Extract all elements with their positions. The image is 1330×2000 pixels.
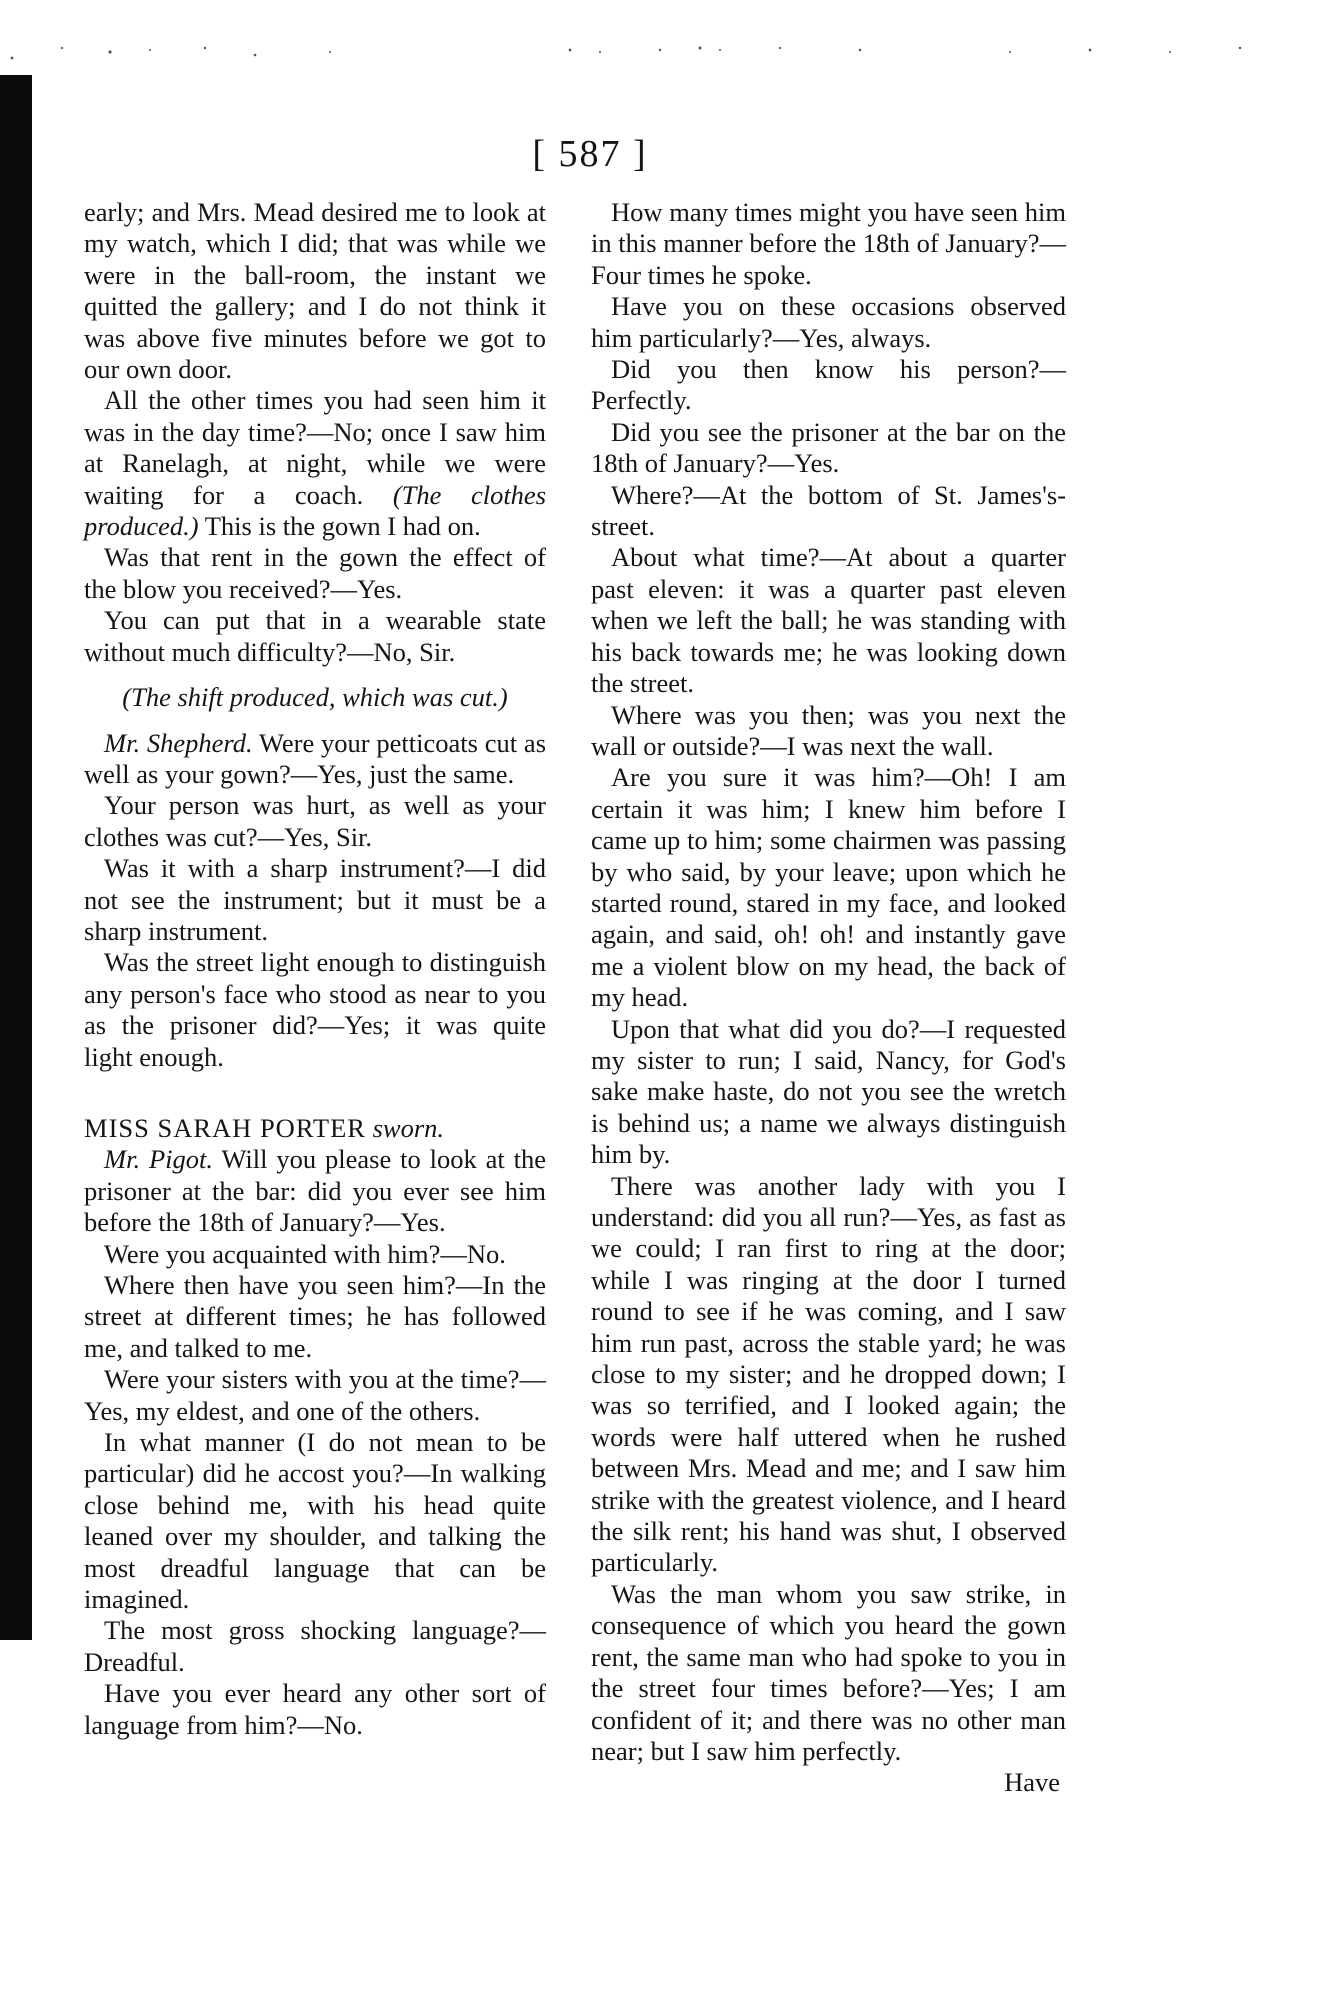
paragraph bbox=[591, 1171, 1066, 1579]
text-run: Where?—At the bottom of St. James's-street. bbox=[591, 479, 1066, 542]
text-run: early; and Mrs. Mead desired me to look at my watch, which I did; that was while we were in the ball-room, the instant we quitted the gallery; and I do not think it was above five minutes before we got to our own door. bbox=[84, 197, 546, 385]
text-run: Your person was hurt, as well as your clothes was cut?—Yes, Sir. bbox=[84, 790, 546, 852]
paragraph bbox=[84, 385, 546, 542]
paragraph bbox=[84, 947, 546, 1073]
text-run: Was the man whom you saw strike, in consequence of which you heard the gown rent, the same man who had spoke to you in the street four times before?—Yes; I am confident of it; and there was no other man near; but I saw him perfectly. bbox=[591, 1578, 1066, 1766]
text-run: How many times might you have seen him in this manner before the 18th of January?—Four times he spoke. bbox=[591, 197, 1066, 290]
text-run: Did you then know his person?—Perfectly. bbox=[591, 354, 1066, 416]
left-column bbox=[84, 197, 546, 1741]
text-run: MISS SARAH PORTER bbox=[84, 1112, 366, 1143]
italic-text: (The clothes produced.) bbox=[84, 479, 547, 542]
text-run: Have you on these occasions observed him particularly?—Yes, always. bbox=[591, 291, 1066, 353]
paragraph bbox=[84, 728, 546, 791]
text-run: About what time?—At about a quarter past eleven: it was a quarter past eleven when we left the ball; he was standing with his back towards me; he was looking down the street. bbox=[591, 542, 1066, 699]
text-run: There was another lady with you I understand: did you all run?—Yes, as fast as we could; I ran first to ring at the door; while I was ringing at the door I turned round to see if he was coming, and I saw him run past, across the stable yard; he was close to my sister; and he dropped down; I was so terrified, and I looked again; the words were half uttered when he rushed between Mrs. Mead and me; and I saw him strike with the greatest violence, and I heard the silk rent; his hand was shut, I observed particularly. bbox=[591, 1170, 1066, 1578]
paragraph bbox=[591, 1579, 1066, 1767]
paragraph bbox=[84, 1615, 546, 1678]
paragraph bbox=[591, 417, 1066, 480]
paragraph bbox=[84, 1678, 546, 1741]
italic-text: (The shift produced, which was cut.) bbox=[122, 682, 508, 713]
text-run: Were you acquainted with him?—No. bbox=[104, 1238, 506, 1269]
paragraph bbox=[84, 1239, 546, 1270]
text-run: You can put that in a wearable state without much difficulty?—No, Sir. bbox=[84, 605, 546, 667]
text-run: Will you please to look at the prisoner at the bar: did you ever see him before the 18th of January?—Yes. bbox=[84, 1144, 546, 1238]
italic-text: sworn. bbox=[372, 1112, 445, 1143]
page-number: [ 587 ] bbox=[532, 133, 648, 175]
right-column bbox=[591, 197, 1066, 1799]
text-run: Was the street light enough to distinguish any person's face who stood as near to you as the prisoner did?—Yes; it was quite light enough. bbox=[84, 947, 546, 1072]
paragraph bbox=[591, 700, 1066, 763]
italic-text: Mr. Shepherd. bbox=[104, 727, 253, 758]
text-run: Were your sisters with you at the time?—Yes, my eldest, and one of the others. bbox=[84, 1364, 546, 1426]
witness-heading bbox=[84, 1113, 546, 1144]
text-run: Upon that what did you do?—I requested my sister to run; I said, Nancy, for God's sake make haste, do not you see the wretch is behind us; a name we always distinguish him by. bbox=[591, 1013, 1066, 1170]
scan-artifacts bbox=[0, 0, 1330, 70]
paragraph bbox=[591, 480, 1066, 543]
paragraph bbox=[591, 197, 1066, 291]
text-run: Did you see the prisoner at the bar on the 18th of January?—Yes. bbox=[591, 416, 1066, 479]
paragraph bbox=[84, 1364, 546, 1427]
paragraph bbox=[84, 790, 546, 853]
text-run: Was it with a sharp instrument?—I did not see the instrument; but it must be a sharp instrument. bbox=[84, 853, 546, 946]
catchword: Have bbox=[1004, 1767, 1060, 1798]
paragraph bbox=[84, 682, 546, 713]
text-run: Where was you then; was you next the wall or outside?—I was next the wall. bbox=[591, 699, 1066, 761]
paragraph bbox=[591, 1014, 1066, 1171]
paragraph bbox=[84, 1427, 546, 1615]
text-run: Have you ever heard any other sort of language from him?—No. bbox=[84, 1678, 546, 1740]
text-run: All the other times you had seen him it was in the day time?—No; once I saw him at Ranelagh, at night, while we were waiting for a coach. bbox=[84, 385, 546, 510]
paragraph bbox=[84, 1144, 546, 1238]
paragraph bbox=[591, 291, 1066, 354]
paragraph bbox=[84, 605, 546, 668]
text-run: Where then have you seen him?—In the street at different times; he has followed me, and talked to me. bbox=[84, 1270, 546, 1363]
text-run: In what manner (I do not mean to be particular) did he accost you?—In walking close behind me, with his head quite leaned over my shoulder, and talking the most dreadful language that can be imagined. bbox=[84, 1427, 546, 1615]
text-run: The most gross shocking language?—Dreadful. bbox=[84, 1615, 546, 1677]
italic-text: Mr. Pigot. bbox=[104, 1144, 214, 1175]
text-run: This is the gown I had on. bbox=[204, 511, 481, 542]
paragraph bbox=[84, 542, 546, 605]
text-run: Were your petticoats cut as well as your gown?—Yes, just the same. bbox=[84, 727, 547, 789]
paragraph bbox=[591, 762, 1066, 1013]
paragraph bbox=[591, 354, 1066, 417]
paragraph bbox=[84, 853, 546, 947]
paragraph bbox=[84, 197, 546, 385]
book-binding-edge bbox=[0, 75, 32, 1640]
paragraph bbox=[84, 1270, 546, 1364]
text-run: Was that rent in the gown the effect of the blow you received?—Yes. bbox=[84, 542, 546, 604]
text-run: Are you sure it was him?—Oh! I am certain it was him; I knew him before I came up to him; some chairmen was passing by who said, by your leave; upon which he started round, stared in my face, and looked again, and said, oh! oh! and instantly gave me a violent blow on my head, the back of my head. bbox=[591, 762, 1066, 1013]
paragraph bbox=[591, 542, 1066, 699]
